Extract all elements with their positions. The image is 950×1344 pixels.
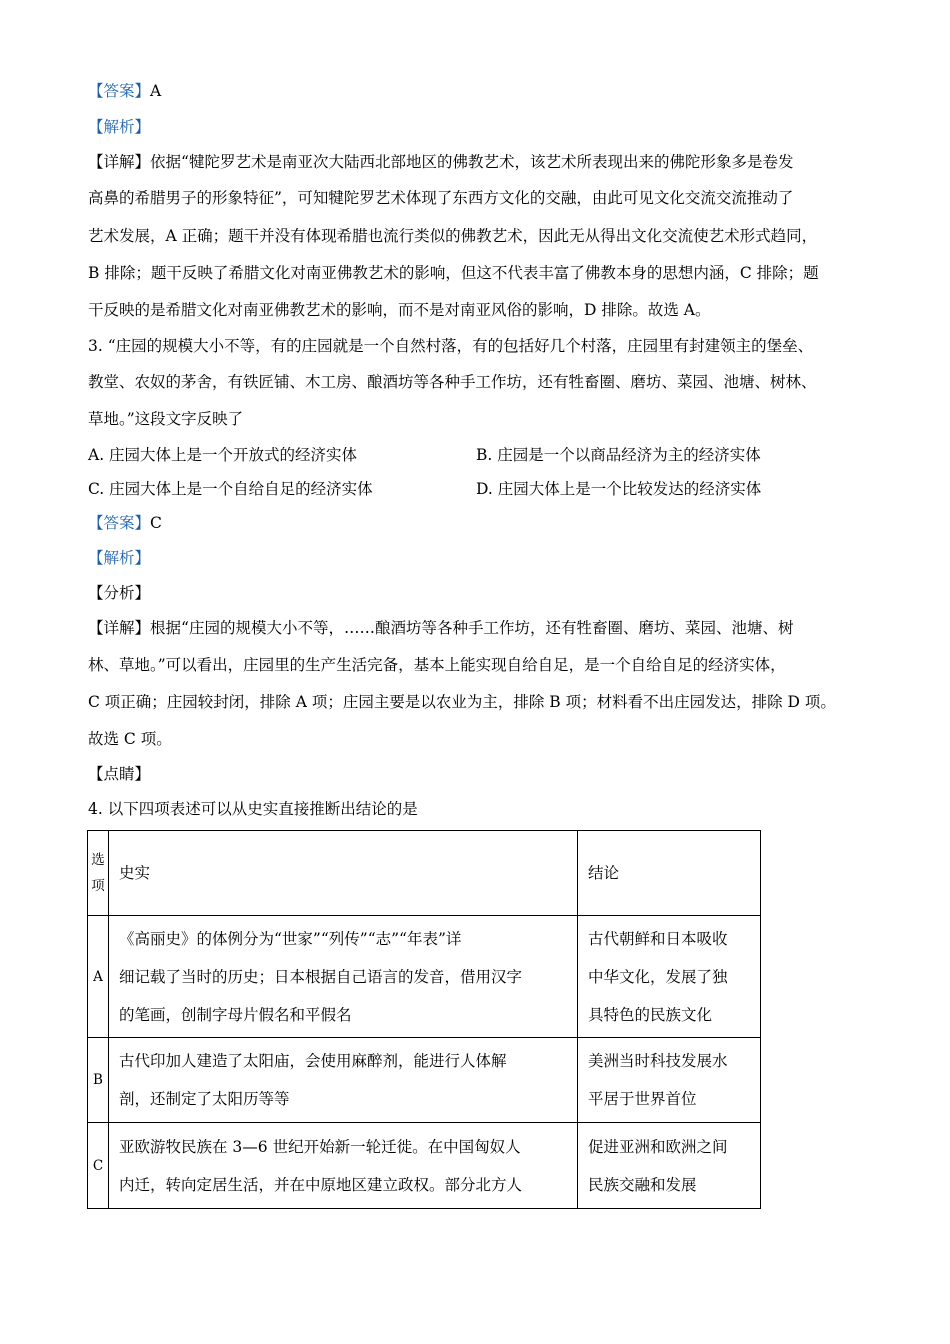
q3-detail-line-2: 林、草地。”可以看出，庄园里的生产生活完备，基本上能实现自给自足，是一个自给自足的经济实体， [88, 656, 786, 674]
fact-line: 的笔画，创制字母片假名和平假名 [119, 1005, 352, 1024]
conclusion-line: 中华文化，发展了独 [588, 967, 728, 986]
q2-detail-line-5: 干反映的是希腊文化对南亚佛教艺术的影响，而不是对南亚风俗的影响，D 排除。故选 A。 [88, 301, 711, 319]
row-label: A [88, 916, 109, 1038]
fact-line: 剖，还制定了太阳历等等 [119, 1090, 290, 1108]
conclusion-line: 美洲当时科技发展水 [588, 1052, 728, 1070]
answer-tag: 【答案】 [88, 514, 151, 532]
q3-detail-line-1 [88, 618, 793, 638]
conclusion-line: 平居于世界首位 [588, 1090, 697, 1108]
q3-option-c: C. 庄园大体上是一个自给自足的经济实体 [88, 480, 373, 498]
answer-tag: 【答案】 [88, 82, 151, 100]
header-label-char-2: 项 [91, 878, 105, 894]
table-row [88, 1123, 761, 1209]
q3-stem-line-3: 草地。”这段文字反映了 [88, 410, 244, 428]
conclusion-line: 促进亚洲和欧洲之间 [588, 1137, 728, 1156]
row-fact [109, 1038, 578, 1123]
q3-detail-line-3: C 项正确；庄园较封闭，排除 A 项；庄园主要是以农业为主，排除 B 项；材料看不出庄园发达，排除 D 项。 [88, 693, 836, 711]
detail-tag: 【详解】 [88, 619, 151, 637]
table-row [88, 916, 761, 1038]
header-label-char-1: 选 [91, 852, 105, 868]
row-conclusion [578, 1123, 761, 1209]
header-fact-cell [109, 831, 578, 916]
row-label: B [88, 1038, 109, 1123]
fact-line: 古代印加人建造了太阳庙，会使用麻醉剂，能进行人体解 [119, 1052, 507, 1070]
conclusion-line: 古代朝鲜和日本吸收 [588, 929, 728, 948]
q3-option-b: B. 庄园是一个以商品经济为主的经济实体 [476, 446, 761, 464]
header-conclusion-cell [578, 831, 761, 916]
conclusion-line: 民族交融和发展 [588, 1175, 697, 1194]
q4-stem: 4. 以下四项表述可以从史实直接推断出结论的是 [88, 800, 418, 818]
q3-detail-line-4: 故选 C 项。 [88, 730, 172, 748]
detail-text: 根据“庄园的规模大小不等，……酿酒坊等各种手工作坊，还有牲畜圈、磨坊、菜园、池塘、树 [150, 619, 794, 637]
header-fact-text: 史实 [119, 864, 151, 882]
table-header-row [88, 831, 761, 916]
q3-stem-line-1: 3. “庄园的规模大小不等，有的庄园就是一个自然村落，有的包括好几个村落，庄园里有封建领主的堡垒、 [88, 337, 814, 355]
row-fact [109, 1123, 578, 1209]
row-fact [109, 916, 578, 1038]
q2-detail-line-3: 艺术发展，A 正确；题干并没有体现希腊也流行类似的佛教艺术，因此无从得出文化交流使艺术形式趋同， [88, 227, 818, 245]
row-conclusion [578, 1038, 761, 1123]
q3-option-a: A. 庄园大体上是一个开放式的经济实体 [88, 446, 358, 464]
q3-analysis-tag: 【解析】 [88, 549, 151, 567]
q2-detail-line-1 [88, 152, 793, 172]
q3-fenxi-tag: 【分析】 [88, 584, 151, 602]
q3-answer-line [88, 513, 162, 533]
q2-analysis-tag: 【解析】 [88, 118, 151, 136]
row-conclusion [578, 916, 761, 1038]
header-label-cell [88, 831, 109, 916]
header-conclusion-text: 结论 [588, 864, 620, 882]
fact-line: 《高丽史》的体例分为“世家”“列传”“志”“年表”详 [119, 929, 462, 948]
q2-detail-line-2: 高鼻的希腊男子的形象特征”，可知犍陀罗艺术体现了东西方文化的交融，由此可见文化交流交流推动了 [88, 189, 794, 207]
conclusion-line: 具特色的民族文化 [588, 1005, 713, 1024]
fact-line: 细记载了当时的历史；日本根据自己语言的发音，借用汉字 [119, 967, 523, 986]
fact-line: 内迁，转向定居生活，并在中原地区建立政权。部分北方人 [119, 1175, 523, 1194]
q4-table [87, 830, 761, 1209]
detail-text: 依据“犍陀罗艺术是南亚次大陆西北部地区的佛教艺术，该艺术所表现出来的佛陀形象多是卷发 [150, 153, 794, 171]
answer-value: A [150, 82, 162, 100]
q3-option-d: D. 庄园大体上是一个比较发达的经济实体 [476, 480, 762, 498]
q2-detail-line-4: B 排除；题干反映了希腊文化对南亚佛教艺术的影响，但这不代表丰富了佛教本身的思想内涵，C 排除；题 [88, 264, 819, 282]
q3-dianjing-tag: 【点睛】 [88, 765, 151, 783]
fact-line: 亚欧游牧民族在 3—6 世纪开始新一轮迁徙。在中国匈奴人 [119, 1137, 521, 1156]
q2-answer-line [88, 81, 161, 101]
row-label: C [88, 1123, 109, 1209]
table-row [88, 1038, 761, 1123]
q3-stem-line-2: 教堂、农奴的茅舍，有铁匠铺、木工房、酿酒坊等各种手工作坊，还有牲畜圈、磨坊、菜园、池塘、树林、 [88, 373, 817, 391]
answer-value: C [150, 514, 162, 532]
detail-tag: 【详解】 [88, 153, 151, 171]
